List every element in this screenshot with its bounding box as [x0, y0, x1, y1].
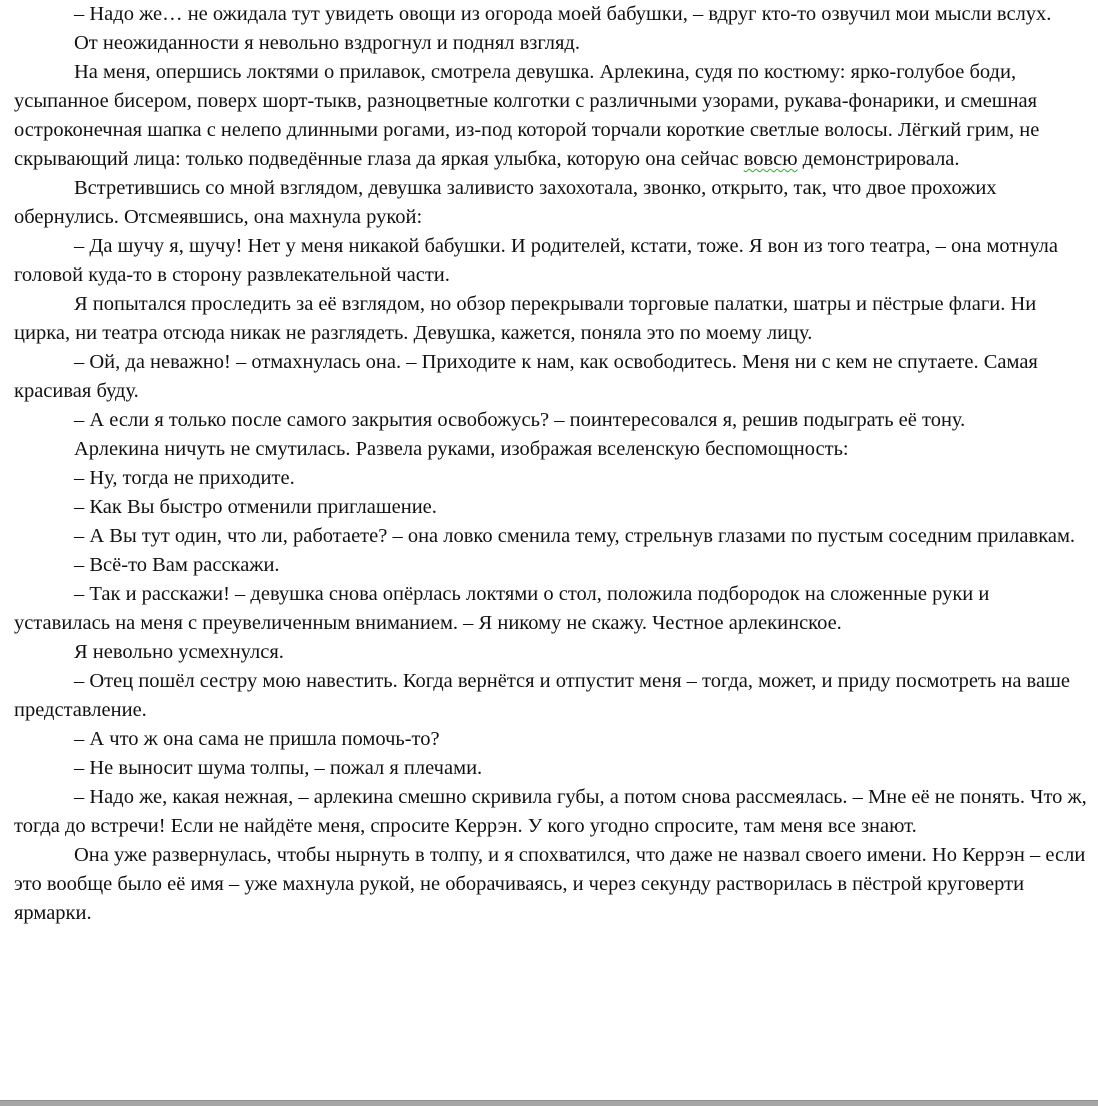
- paragraph: – А Вы тут один, что ли, работаете? – она ловко сменила тему, стрельнув глазами по пустым соседним прилавкам.: [74, 525, 1076, 547]
- paragraph: Я попытался проследить за её взглядом, но обзор перекрывали торговые палатки, шатры и пёстрые флаги. Ни цирка, ни театра отсюда никак не разглядеть. Девушка, кажется, поняла это по моему лицу.: [14, 293, 1037, 344]
- paragraph: – Не выносит шума толпы, – пожал я плечами.: [74, 757, 483, 779]
- page-boundary-bar: [0, 1100, 1098, 1106]
- document-body[interactable]: [14, 0, 1090, 928]
- paragraph: – Отец пошёл сестру мою навестить. Когда вернётся и отпустит меня – тогда, может, и приду посмотреть на ваше представление.: [14, 670, 1070, 721]
- paragraph: – А если я только после самого закрытия освобожусь? – поинтересовался я, решив подыграть её тону.: [74, 409, 966, 431]
- paragraph: От неожиданности я невольно вздрогнул и поднял взгляд.: [74, 32, 580, 54]
- paragraph: Встретившись со мной взглядом, девушка заливисто захохотала, звонко, открыто, так, что двое прохожих обернулись. Отсмеявшись, она махнула рукой:: [14, 177, 997, 228]
- paragraph: – Надо же… не ожидала тут увидеть овощи из огорода моей бабушки, – вдруг кто-то озвучил мои мысли вслух.: [74, 3, 1052, 25]
- paragraph-text: На меня, опершись локтями о прилавок, смотрела девушка. Арлекина, судя по костюму: ярко-голубое боди, усыпанное бисером, поверх шорт-тыкв, разноцветные колготки с различными узорами, рукава-фонарики, и смешная остроконечная шапка с нелепо длинными рогами, из-под которой торчали короткие светлые волосы. Лёгкий грим, не скрывающий лица: только подведённые глаза да яркая улыбка, которую она сейчас: [14, 61, 1040, 170]
- paragraph-text: демонстрировала.: [797, 148, 960, 170]
- paragraph: Она уже развернулась, чтобы нырнуть в толпу, и я спохватился, что даже не назвал своего имени. Но Керрэн – если это вообще было её имя – уже махнула рукой, не оборачиваясь, и через секунду растворилась в пёстрой круговерти ярмарки.: [14, 844, 1086, 924]
- paragraph: Я невольно усмехнулся.: [74, 641, 284, 663]
- paragraph: – Да шучу я, шучу! Нет у меня никакой бабушки. И родителей, кстати, тоже. Я вон из того театра, – она мотнула головой куда-то в сторону развлекательной части.: [14, 235, 1059, 286]
- paragraph: – Всё-то Вам расскажи.: [74, 554, 280, 576]
- paragraph: Арлекина ничуть не смутилась. Развела руками, изображая вселенскую беспомощность:: [74, 438, 849, 460]
- paragraph: – Как Вы быстро отменили приглашение.: [74, 496, 437, 518]
- paragraph: – Так и расскажи! – девушка снова опёрлась локтями о стол, положила подбородок на сложенные руки и уставилась на меня с преувеличенным вниманием. – Я никому не скажу. Честное арлекинское.: [14, 583, 990, 634]
- spellcheck-flagged-word[interactable]: вовсю: [743, 148, 798, 170]
- paragraph: – А что ж она сама не пришла помочь-то?: [74, 728, 440, 750]
- paragraph: – Ну, тогда не приходите.: [74, 467, 295, 489]
- paragraph: [14, 58, 1090, 174]
- paragraph: – Ой, да неважно! – отмахнулась она. – Приходите к нам, как освободитесь. Меня ни с кем не спутаете. Самая красивая буду.: [14, 351, 1038, 402]
- paragraph: – Надо же, какая нежная, – арлекина смешно скривила губы, а потом снова рассмеялась. – Мне её не понять. Что ж, тогда до встречи! Если не найдёте меня, спросите Керрэн. У кого угодно спросите, там меня все знают.: [14, 786, 1087, 837]
